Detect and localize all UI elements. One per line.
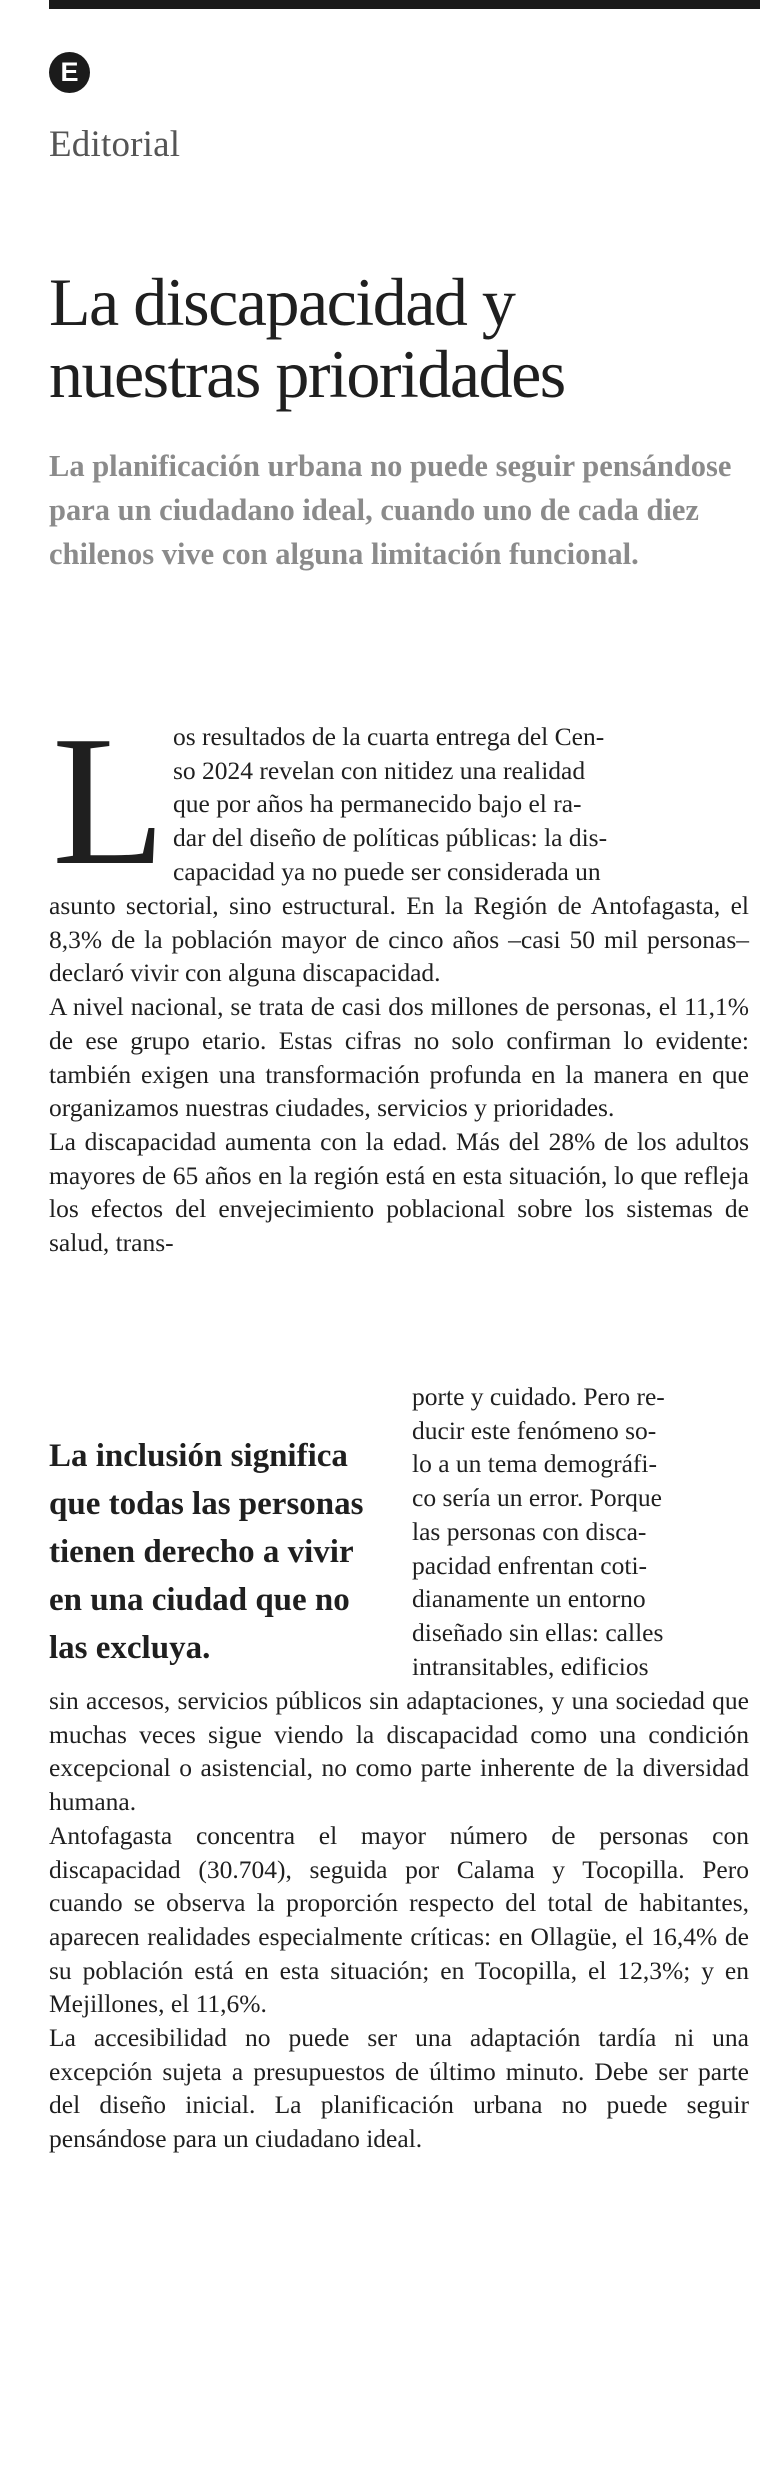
section-badge: E — [49, 52, 90, 93]
narrow-line: ducir este fenómeno so- — [412, 1415, 657, 1445]
body-paragraph: asunto sectorial, sino estructural. En la Región de Antofagasta, el 8,3% de la población mayor de cinco años –casi 50 mil personas– declaró vivir con alguna discapacidad. — [49, 891, 749, 988]
lead-line: dar del diseño de políticas públicas: la dis- — [173, 823, 608, 853]
lead-line: os resultados de la cuarta entrega del Cen- — [173, 722, 605, 751]
body-top — [49, 889, 749, 1260]
top-rule — [49, 0, 760, 9]
lead-line: so 2024 revelan con nitidez una realidad — [173, 755, 586, 785]
narrow-line: lo a un tema demográfi- — [412, 1449, 657, 1479]
body-paragraph: La accesibilidad no puede ser una adaptación tardía ni una excepción sujeta a presupuestos de último minuto. Debe ser parte del diseño inicial. La planificación urbana no puede seguir pensándose para un ciudadano ideal. — [49, 2023, 749, 2154]
headline — [49, 263, 749, 412]
pull-quote: La inclusión significa que todas las personas tienen derecho a vivir en una ciudad que no las excluya. — [49, 1438, 364, 1666]
lead-line: capacidad ya no puede ser considerada un — [173, 856, 601, 886]
lead-line: que por años ha permanecido bajo el ra- — [173, 789, 582, 819]
narrow-line: diseñado sin ellas: calles — [412, 1617, 664, 1647]
narrow-line: intransitables, edificios — [412, 1651, 649, 1681]
lead-block — [173, 720, 749, 889]
body-paragraph: A nivel nacional, se trata de casi dos millones de personas, el 11,1% de ese grupo etario. Estas cifras no solo confirman lo evidente: también exigen una transformación profunda en la manera en que organizamos nuestras ciudades, servicios y prioridades. — [49, 992, 749, 1123]
headline-line: La discapacidad y — [49, 263, 515, 340]
narrow-line: dianamente un entorno — [412, 1584, 646, 1614]
narrow-line: porte y cuidado. Pero re- — [412, 1382, 665, 1411]
narrow-line: pacidad enfrentan coti- — [412, 1550, 648, 1580]
body-narrow — [412, 1380, 749, 1683]
narrow-line: co sería un error. Porque — [412, 1483, 662, 1513]
body-paragraph: sin accesos, servicios públicos sin adaptaciones, y una sociedad que muchas veces sigue viendo la discapacidad como una condición excepcional o asistencial, no como parte inherente de la diversidad humana. — [49, 1686, 749, 1817]
headline-line: nuestras prioridades — [49, 335, 565, 412]
section-label: Editorial — [49, 124, 181, 165]
deck: La planificación urbana no puede seguir pensándose para un ciudadano ideal, cuando uno de cada diez chilenos vive con alguna limitación funcional. — [49, 449, 732, 571]
narrow-line: las personas con disca- — [412, 1516, 647, 1546]
body-paragraph: Antofagasta concentra el mayor número de personas con discapacidad (30.704), seguida por Calama y Tocopilla. Pero cuando se observa la proporción respecto del total de habitantes, aparecen realidades especialmente críticas: en Ollagüe, el 16,4% de su población está en esta situación; en Tocopilla, el 12,3%; y en Mejillones, el 11,6%. — [49, 1820, 749, 2019]
body-paragraph: La discapacidad aumenta con la edad. Más del 28% de los adultos mayores de 65 años en la región está en esta situación, lo que refleja los efectos del envejecimiento poblacional sobre los sistemas de salud, trans- — [49, 1126, 749, 1258]
drop-cap: L — [52, 698, 166, 904]
body-bottom — [49, 1684, 749, 2156]
